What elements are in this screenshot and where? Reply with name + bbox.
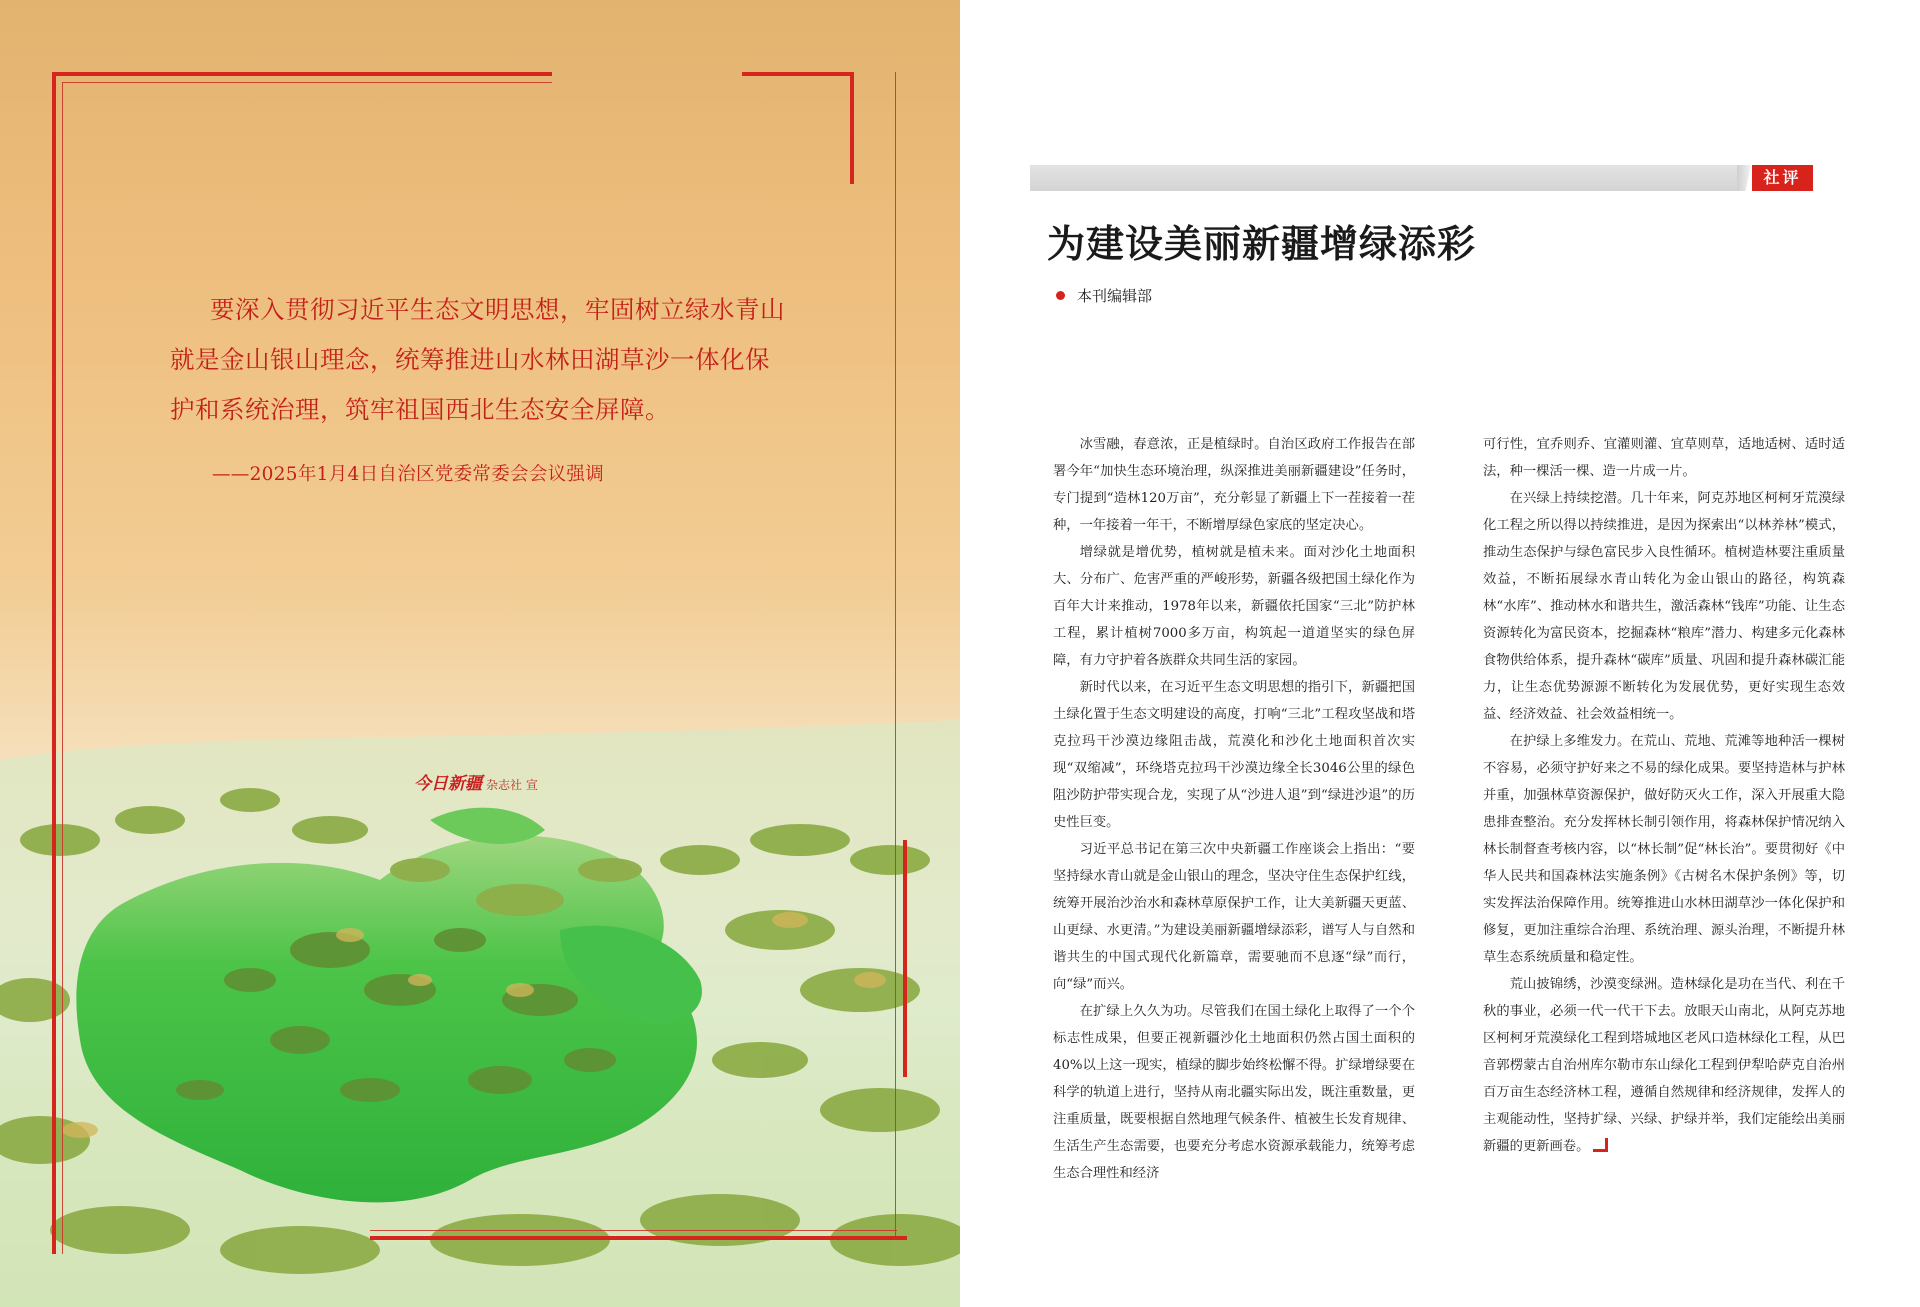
section-tag: 社评: [1752, 165, 1813, 191]
publisher-mark: [414, 769, 538, 794]
frame-left-line: [62, 82, 63, 1254]
paragraph: 增绿就是增优势，植树就是植未来。面对沙化土地面积大、分布广、危害严重的严峻形势，新疆各级把国土绿化作为百年大计来推动，1978年以来，新疆依托国家“三北”防护林工程，累计植树7000多万亩，构筑起一道道坚实的绿色屏障，有力守护着各族群众共同生活的家园。: [1053, 545, 1415, 668]
frame-bottom-bar: [370, 1236, 907, 1240]
section-header-bar-fold: [1737, 165, 1751, 191]
paragraph: 在兴绿上持续挖潜。几十年来，阿克苏地区柯柯牙荒漠绿化工程之所以得以持续推进，是因为探索出“以林养林”模式，推动生态保护与绿色富民步入良性循环。植树造林要注重质量效益，不断拓展绿水青山转化为金山银山的路径，构筑森林“水库”、推动林水和谐共生，激活森林“钱库”功能、让生态资源转化为富民资本，挖掘森林“粮库”潜力、构建多元化森林食物供给体系，提升森林“碳库”质量、巩固和提升森林碳汇能力，让生态优势源源不断转化为发展优势，更好实现生态效益、经济效益、社会效益相统一。: [1483, 491, 1845, 722]
bullet-dot-icon: [1056, 291, 1065, 300]
end-mark-icon: [1593, 1138, 1608, 1152]
paragraph: [1483, 971, 1845, 1160]
frame-top-left-line: [62, 82, 552, 83]
paragraph: 在扩绿上久久为功。尽管我们在国土绿化上取得了一个个标志性成果，但要正视新疆沙化土地面积仍然占国土面积的40%以上这一现实，植绿的脚步始终松懈不得。扩绿增绿要在科学的轨道上进行，坚持从南北疆实际出发，既注重数量，更注重质量，既要根据自然地理气候条件、植被生长发育规律、生活生产生态需要，也要充分考虑水资源承载能力，统筹考虑生态合理性和经济: [1053, 1004, 1415, 1181]
frame-top-right-bar: [742, 72, 854, 76]
byline: [1056, 285, 1152, 306]
frame-right-top-bar: [850, 72, 854, 184]
frame-top-left-bar: [52, 72, 552, 76]
paragraph: 新时代以来，在习近平生态文明思想的指引下，新疆把国土绿化置于生态文明建设的高度，打响“三北”工程攻坚战和塔克拉玛干沙漠边缘阻击战，荒漠化和沙化土地面积首次实现“双缩减”，环绕塔克拉玛干沙漠边缘全长3046公里的绿色阻沙防护带实现合龙，实现了从“沙进人退”到“绿进沙退”的历史性巨变。: [1053, 680, 1415, 830]
paragraph-text: 荒山披锦绣，沙漠变绿洲。造林绿化是功在当代、利在千秋的事业，必须一代一代干下去。放眼天山南北，从阿克苏地区柯柯牙荒漠绿化工程到塔城地区老风口造林绿化工程，从巴音郭楞蒙古自治州库尔勒市东山绿化工程到伊犁哈萨克自治州百万亩生态经济林工程，遵循自然规律和经济规律，发挥人的主观能动性，坚持扩绿、兴绿、护绿并举，我们定能绘出美丽新疆的更新画卷。: [1483, 977, 1845, 1154]
paragraph: 习近平总书记在第三次中央新疆工作座谈会上指出：“要坚持绿水青山就是金山银山的理念，坚决守住生态保护红线，统筹开展治沙治水和森林草原保护工作，让大美新疆天更蓝、山更绿、水更清。”为建设美丽新疆增绿添彩，谱写人与自然和谐共生的中国式现代化新篇章，需要驰而不息逐“绿”而行，向“绿”而兴。: [1053, 842, 1415, 992]
publisher-suffix: 杂志社 宣: [486, 778, 538, 792]
right-page: [960, 0, 1920, 1307]
paragraph: 在护绿上多维发力。在荒山、荒地、荒滩等地种活一棵树不容易，必须守护好来之不易的绿化成果。要坚持造林与护林并重，加强林草资源保护，做好防灭火工作，深入开展重大隐患排查整治。充分发挥林长制引领作用，将森林保护情况纳入林长制督查考核内容，以“林长制”促“林长治”。要贯彻好《中华人民共和国森林法实施条例》《古树名木保护条例》等，切实发挥法治保障作用。统筹推进山水林田湖草沙一体化保护和修复，更加注重综合治理、系统治理、源头治理，不断提升林草生态系统质量和稳定性。: [1483, 734, 1845, 965]
article-column-right: [1483, 431, 1845, 1160]
article-title: 为建设美丽新疆增绿添彩: [1047, 222, 1477, 266]
frame-bottom-line: [370, 1230, 897, 1231]
quote-source: ——2025年1月4日自治区党委常委会会议强调: [212, 464, 605, 485]
paragraph: 冰雪融，春意浓，正是植绿时。自治区政府工作报告在部署今年“加快生态环境治理，纵深推进美丽新疆建设”任务时，专门提到“造林120万亩”，充分彰显了新疆上下一茬接着一茬种，一年接着一年干，不断增厚绿色家底的坚定决心。: [1053, 437, 1415, 533]
article-column-left: [1053, 431, 1415, 1187]
frame-left-bar: [52, 72, 56, 1254]
frame-right-line: [895, 72, 896, 1237]
publisher-logo: 今日新疆: [414, 774, 482, 794]
byline-author: 本刊编辑部: [1077, 287, 1153, 305]
frame-right-bottom-bar: [903, 840, 907, 1077]
pull-quote: 要深入贯彻习近平生态文明思想，牢固树立绿水青山就是金山银山理念，统筹推进山水林田湖草沙一体化保护和系统治理，筑牢祖国西北生态安全屏障。: [170, 295, 785, 424]
section-header-bar: [1030, 165, 1737, 191]
paragraph-continuation: 可行性，宜乔则乔、宜灌则灌、宜草则草，适地适树、适时适法，种一棵活一棵、造一片成一片。: [1483, 437, 1845, 479]
